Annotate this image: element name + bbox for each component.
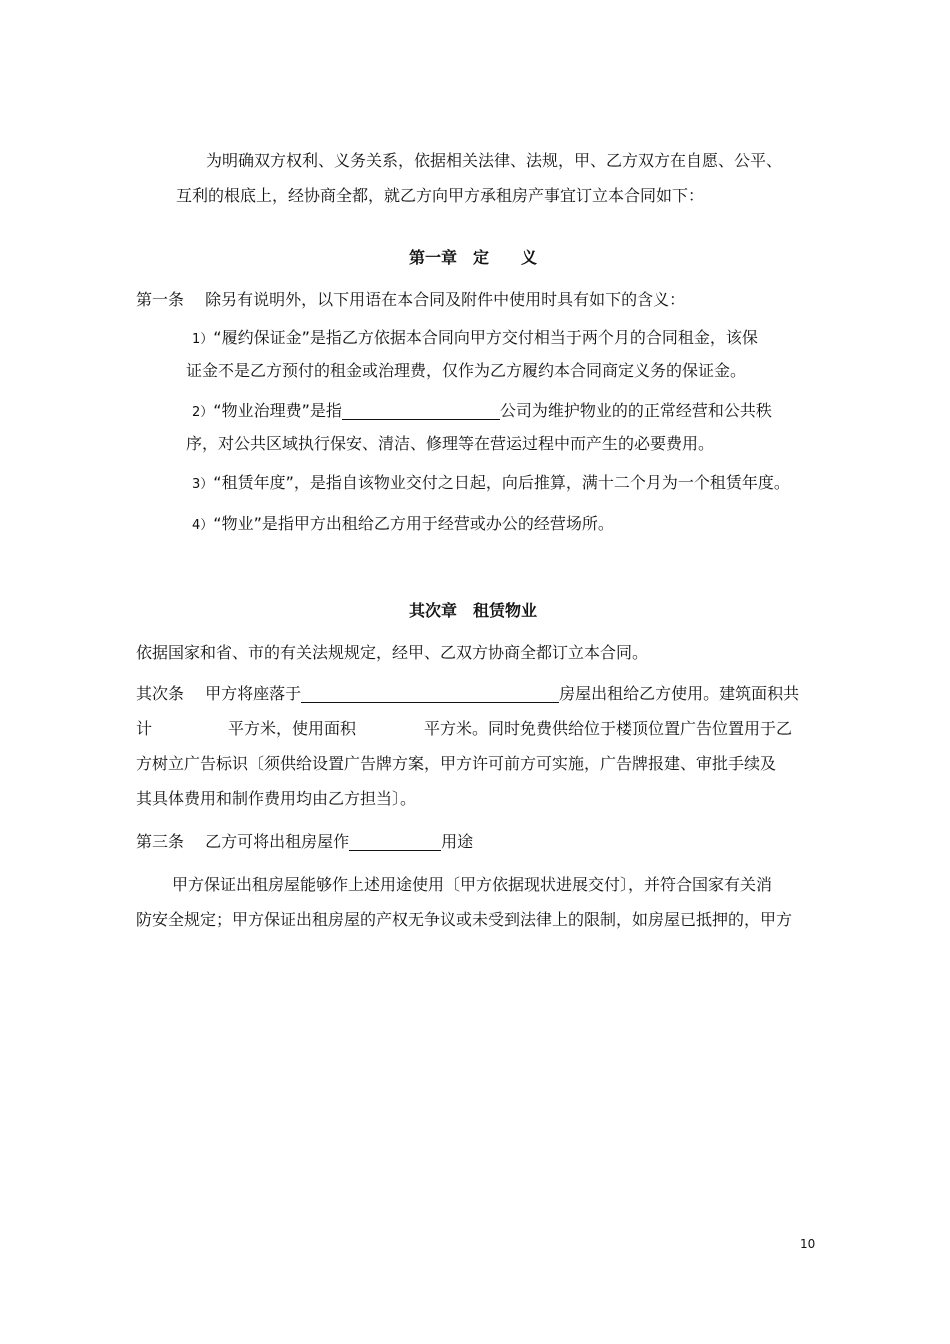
definition-4-line-1 [192, 513, 614, 537]
article-2-line-1 [136, 683, 799, 705]
definition-2-number: 2） [192, 405, 214, 420]
article-2-line-4: 其具体费用和制作费用均由乙方担当〕。 [136, 789, 417, 808]
chapter-1-title: 第一章 定 义 [409, 248, 538, 267]
definition-1-number: 1） [192, 332, 214, 347]
definition-3-number: 3） [192, 477, 214, 492]
guarantee-paragraph-line-1: 甲方保证出租房屋能够作上述用途使用〔甲方依据现状进展交付〕，并符合国家有关消 [172, 875, 773, 894]
definition-4-number: 4） [192, 518, 214, 533]
article-2-line-3: 方树立广告标识〔须供给设置广告牌方案，甲方许可前方可实施，广告牌报建、审批手续及 [136, 754, 777, 773]
definition-2-line-2: 序，对公共区域执行保安、清洁、修理等在营运过程中而产生的必要费用。 [186, 434, 715, 453]
page-number: 10 [800, 1237, 816, 1251]
intro-line-1: 为明确双方权利、义务关系，依据相关法律、法规，甲、乙方双方在自愿、公平、 [206, 151, 783, 170]
definition-1-text: “履约保证金”是指乙方依据本合同向甲方交付相当于两个月的合同租金，该保 [213, 328, 758, 347]
article-2-text-c: 计 [136, 719, 153, 738]
article-3-line-1 [136, 831, 473, 853]
definition-4-text: “物业”是指甲方出租给乙方用于经营或办公的经营场所。 [213, 514, 614, 533]
definition-2-text-a: “物业治理费”是指 [213, 401, 342, 420]
definition-1-line-2: 证金不是乙方预付的租金或治理费，仅作为乙方履约本合同商定义务的保证金。 [186, 361, 747, 380]
definition-3-line-1 [192, 472, 790, 496]
definition-1-line-1 [192, 327, 758, 351]
usage-blank [349, 832, 441, 851]
intro-line-2: 互利的根底上，经协商全都，就乙方向甲方承租房产事宜订立本合同如下： [176, 186, 705, 205]
definition-2-line-1 [192, 400, 772, 424]
article-3-text-b: 用途 [441, 832, 474, 851]
article-2-text-d: 平方米，使用面积 [228, 719, 357, 738]
chapter-2-intro: 依据国家和省、市的有关法规规定，经甲、乙双方协商全都订立本合同。 [136, 643, 649, 662]
article-2-text-a: 其次条 甲方将座落于 [136, 684, 302, 703]
definition-3-text: “租赁年度”，是指自该物业交付之日起，向后推算，满十二个月为一个租赁年度。 [213, 473, 790, 492]
article-2-text-e: 平方米。同时免费供给位于楼顶位置广告位置用于乙 [424, 719, 793, 738]
company-name-blank [342, 401, 500, 420]
definition-2-text-b: 公司为维护物业的的正常经营和公共秩 [499, 401, 772, 420]
address-blank [301, 684, 559, 703]
article-2-line-2 [136, 718, 792, 740]
article-1: 第一条 除另有说明外，以下用语在本合同及附件中使用时具有如下的含义： [136, 290, 686, 309]
article-2-text-b: 房屋出租给乙方使用。建筑面积共 [559, 684, 800, 703]
chapter-2-title: 其次章 租赁物业 [409, 601, 538, 620]
article-3-text-a: 第三条 乙方可将出租房屋作 [136, 832, 350, 851]
guarantee-paragraph-line-2: 防安全规定；甲方保证出租房屋的产权无争议或未受到法律上的限制，如房屋已抵押的，甲方 [136, 910, 793, 929]
